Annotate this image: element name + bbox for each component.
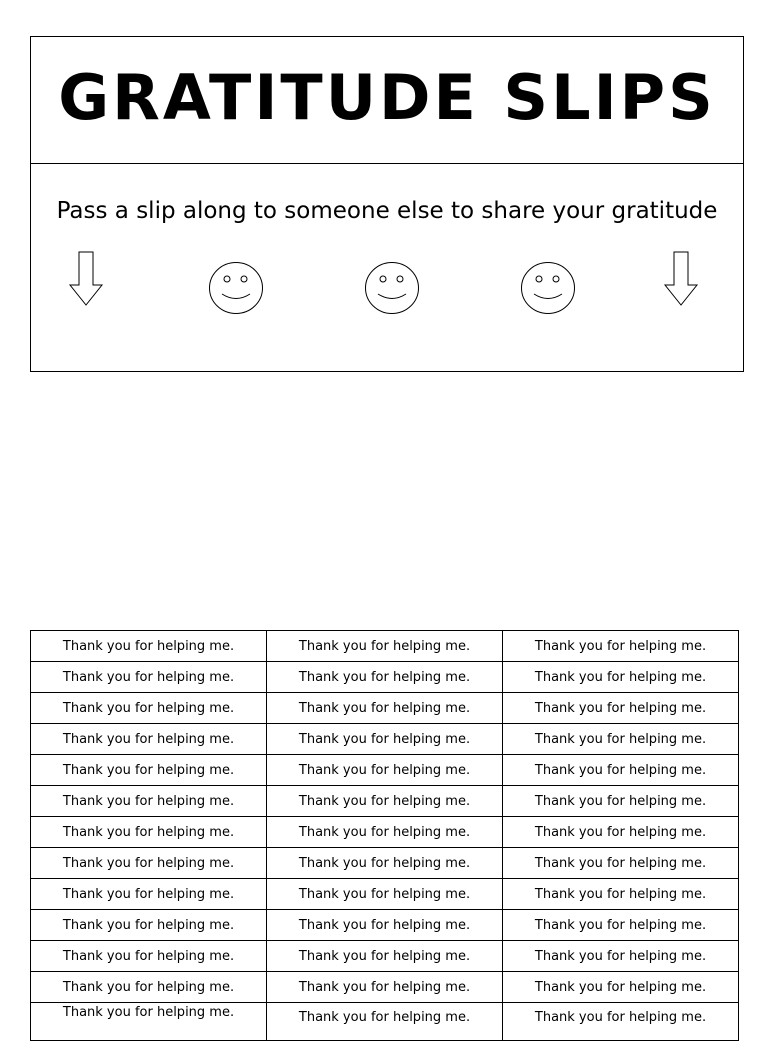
gratitude-slip: Thank you for helping me.	[503, 631, 739, 662]
gratitude-slip: Thank you for helping me.	[267, 879, 503, 910]
gratitude-slip: Thank you for helping me.	[31, 786, 267, 817]
gratitude-slip: Thank you for helping me.	[267, 786, 503, 817]
gratitude-slip: Thank you for helping me.	[267, 848, 503, 879]
title-row	[31, 37, 743, 164]
gratitude-slip: Thank you for helping me.	[267, 910, 503, 941]
gratitude-slip: Thank you for helping me.	[31, 972, 267, 1003]
gratitude-slip: Thank you for helping me.	[503, 941, 739, 972]
gratitude-slip: Thank you for helping me.	[503, 879, 739, 910]
table-row	[31, 631, 739, 662]
gratitude-slip: Thank you for helping me.	[267, 662, 503, 693]
gratitude-slip: Thank you for helping me.	[31, 662, 267, 693]
gratitude-slip: Thank you for helping me.	[31, 879, 267, 910]
down-arrow-icon	[663, 251, 699, 307]
icon-row	[31, 249, 743, 319]
gratitude-slip: Thank you for helping me.	[31, 693, 267, 724]
gratitude-slip: Thank you for helping me.	[267, 755, 503, 786]
table-row	[31, 786, 739, 817]
down-arrow-icon	[68, 251, 104, 307]
gratitude-slip: Thank you for helping me.	[267, 972, 503, 1003]
slips-table	[30, 630, 739, 1041]
gratitude-slip: Thank you for helping me.	[267, 1003, 503, 1041]
gratitude-slip: Thank you for helping me.	[31, 848, 267, 879]
gratitude-slip: Thank you for helping me.	[31, 724, 267, 755]
gratitude-slip: Thank you for helping me.	[267, 817, 503, 848]
gratitude-slip: Thank you for helping me.	[267, 631, 503, 662]
table-row	[31, 1003, 739, 1041]
gratitude-slip: Thank you for helping me.	[267, 693, 503, 724]
table-row	[31, 755, 739, 786]
table-row	[31, 910, 739, 941]
smiley-face-icon	[520, 261, 576, 315]
table-row	[31, 724, 739, 755]
gratitude-slip: Thank you for helping me.	[31, 631, 267, 662]
table-row	[31, 941, 739, 972]
smiley-face-icon	[208, 261, 264, 315]
gratitude-slip: Thank you for helping me.	[31, 1003, 267, 1041]
gratitude-slip: Thank you for helping me.	[503, 817, 739, 848]
gratitude-slip: Thank you for helping me.	[503, 786, 739, 817]
gratitude-slip: Thank you for helping me.	[503, 693, 739, 724]
gratitude-slip: Thank you for helping me.	[31, 755, 267, 786]
gratitude-slip: Thank you for helping me.	[31, 941, 267, 972]
table-row	[31, 848, 739, 879]
header-box	[30, 36, 744, 372]
gratitude-slip: Thank you for helping me.	[31, 910, 267, 941]
table-row	[31, 817, 739, 848]
gratitude-slip: Thank you for helping me.	[267, 941, 503, 972]
table-row	[31, 972, 739, 1003]
gratitude-slip: Thank you for helping me.	[503, 972, 739, 1003]
page-title: GRATITUDE SLIPS	[58, 61, 716, 134]
smiley-face-icon	[364, 261, 420, 315]
gratitude-slip: Thank you for helping me.	[503, 1003, 739, 1041]
gratitude-slip: Thank you for helping me.	[503, 662, 739, 693]
table-row	[31, 693, 739, 724]
table-row	[31, 662, 739, 693]
table-row	[31, 879, 739, 910]
gratitude-slip: Thank you for helping me.	[31, 817, 267, 848]
gratitude-slip: Thank you for helping me.	[267, 724, 503, 755]
gratitude-slip: Thank you for helping me.	[503, 848, 739, 879]
instruction-text: Pass a slip along to someone else to share your gratitude	[56, 198, 718, 224]
gratitude-slip: Thank you for helping me.	[503, 755, 739, 786]
gratitude-slip: Thank you for helping me.	[503, 724, 739, 755]
gratitude-slip: Thank you for helping me.	[503, 910, 739, 941]
